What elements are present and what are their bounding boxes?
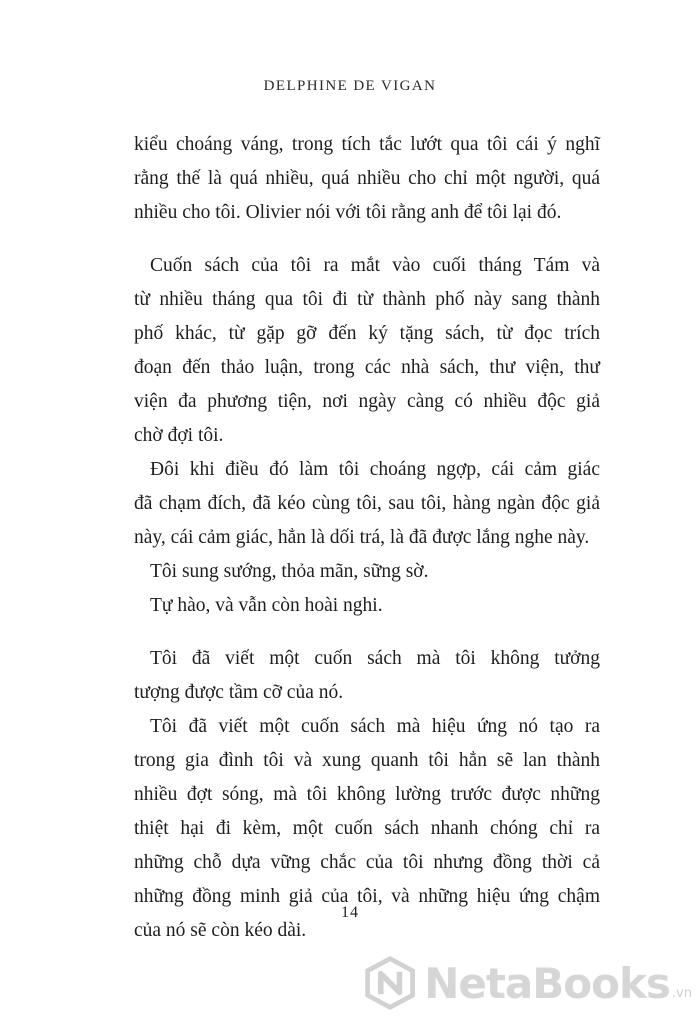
running-head: DELPHINE DE VIGAN [263,78,437,94]
text-line: Đôi khi điều đó làm tôi choáng ngợp, cái cảm giác [150,459,600,480]
text-line: thiệt hại đi kèm, một cuốn sách nhanh chóng chỉ ra [134,818,600,839]
text-line: kiểu choáng váng, trong tích tắc lướt qua tôi cái ý nghĩ [134,134,600,155]
text-line: Tôi đã viết một cuốn sách mà tôi không tưởng [150,648,600,669]
text-line: chờ đợi tôi. [134,425,224,446]
text-line: phố khác, từ gặp gỡ đến ký tặng sách, từ đọc trích [134,323,600,344]
text-line: Cuốn sách của tôi ra mắt vào cuối tháng Tám và [150,255,600,276]
text-line: viện đa phương tiện, nơi ngày càng có nhiều độc giả [134,391,600,412]
text-line: từ nhiều tháng qua tôi đi từ thành phố này sang thành [134,289,600,310]
text-line: rằng thế là quá nhiều, quá nhiều cho chỉ một người, quá [134,168,600,189]
text-line: Tôi đã viết một cuốn sách mà hiệu ứng nó tạo ra [150,716,600,737]
text-line: nhiều đợt sóng, mà tôi không lường trước được những [134,784,600,805]
text-line: tượng được tầm cỡ của nó. [134,682,344,703]
text-line: trong gia đình tôi và xung quanh tôi hẳn sẽ lan thành [134,750,600,771]
text-line: Tự hào, và vẫn còn hoài nghi. [150,595,383,616]
neta-logo-icon [362,953,418,1013]
text-line: nhiều cho tôi. Olivier nói với tôi rằng anh để tôi lại đó. [134,202,562,223]
text-line: đoạn đến thảo luận, trong các nhà sách, thư viện, thư [134,357,600,378]
text-line: đã chạm đích, đã kéo cùng tôi, sau tôi, hàng ngàn độc giả [134,493,600,514]
text-line: những chỗ dựa vững chắc của tôi nhưng đồng thời cả [134,852,600,873]
text-line: Tôi sung sướng, thỏa mãn, sững sờ. [150,561,429,582]
text-line: của nó sẽ còn kéo dài. [134,920,307,941]
watermark-suffix: .vn [671,985,692,1001]
watermark [362,948,692,1018]
text-line: những đồng minh giả của tôi, và những hiệu ứng chậm [134,886,600,907]
text-line: này, cái cảm giác, hẳn là dối trá, là đã được lắng nghe này. [134,527,590,548]
page-number: 14 [341,904,359,921]
watermark-brand: NetaBooks [424,958,670,1008]
